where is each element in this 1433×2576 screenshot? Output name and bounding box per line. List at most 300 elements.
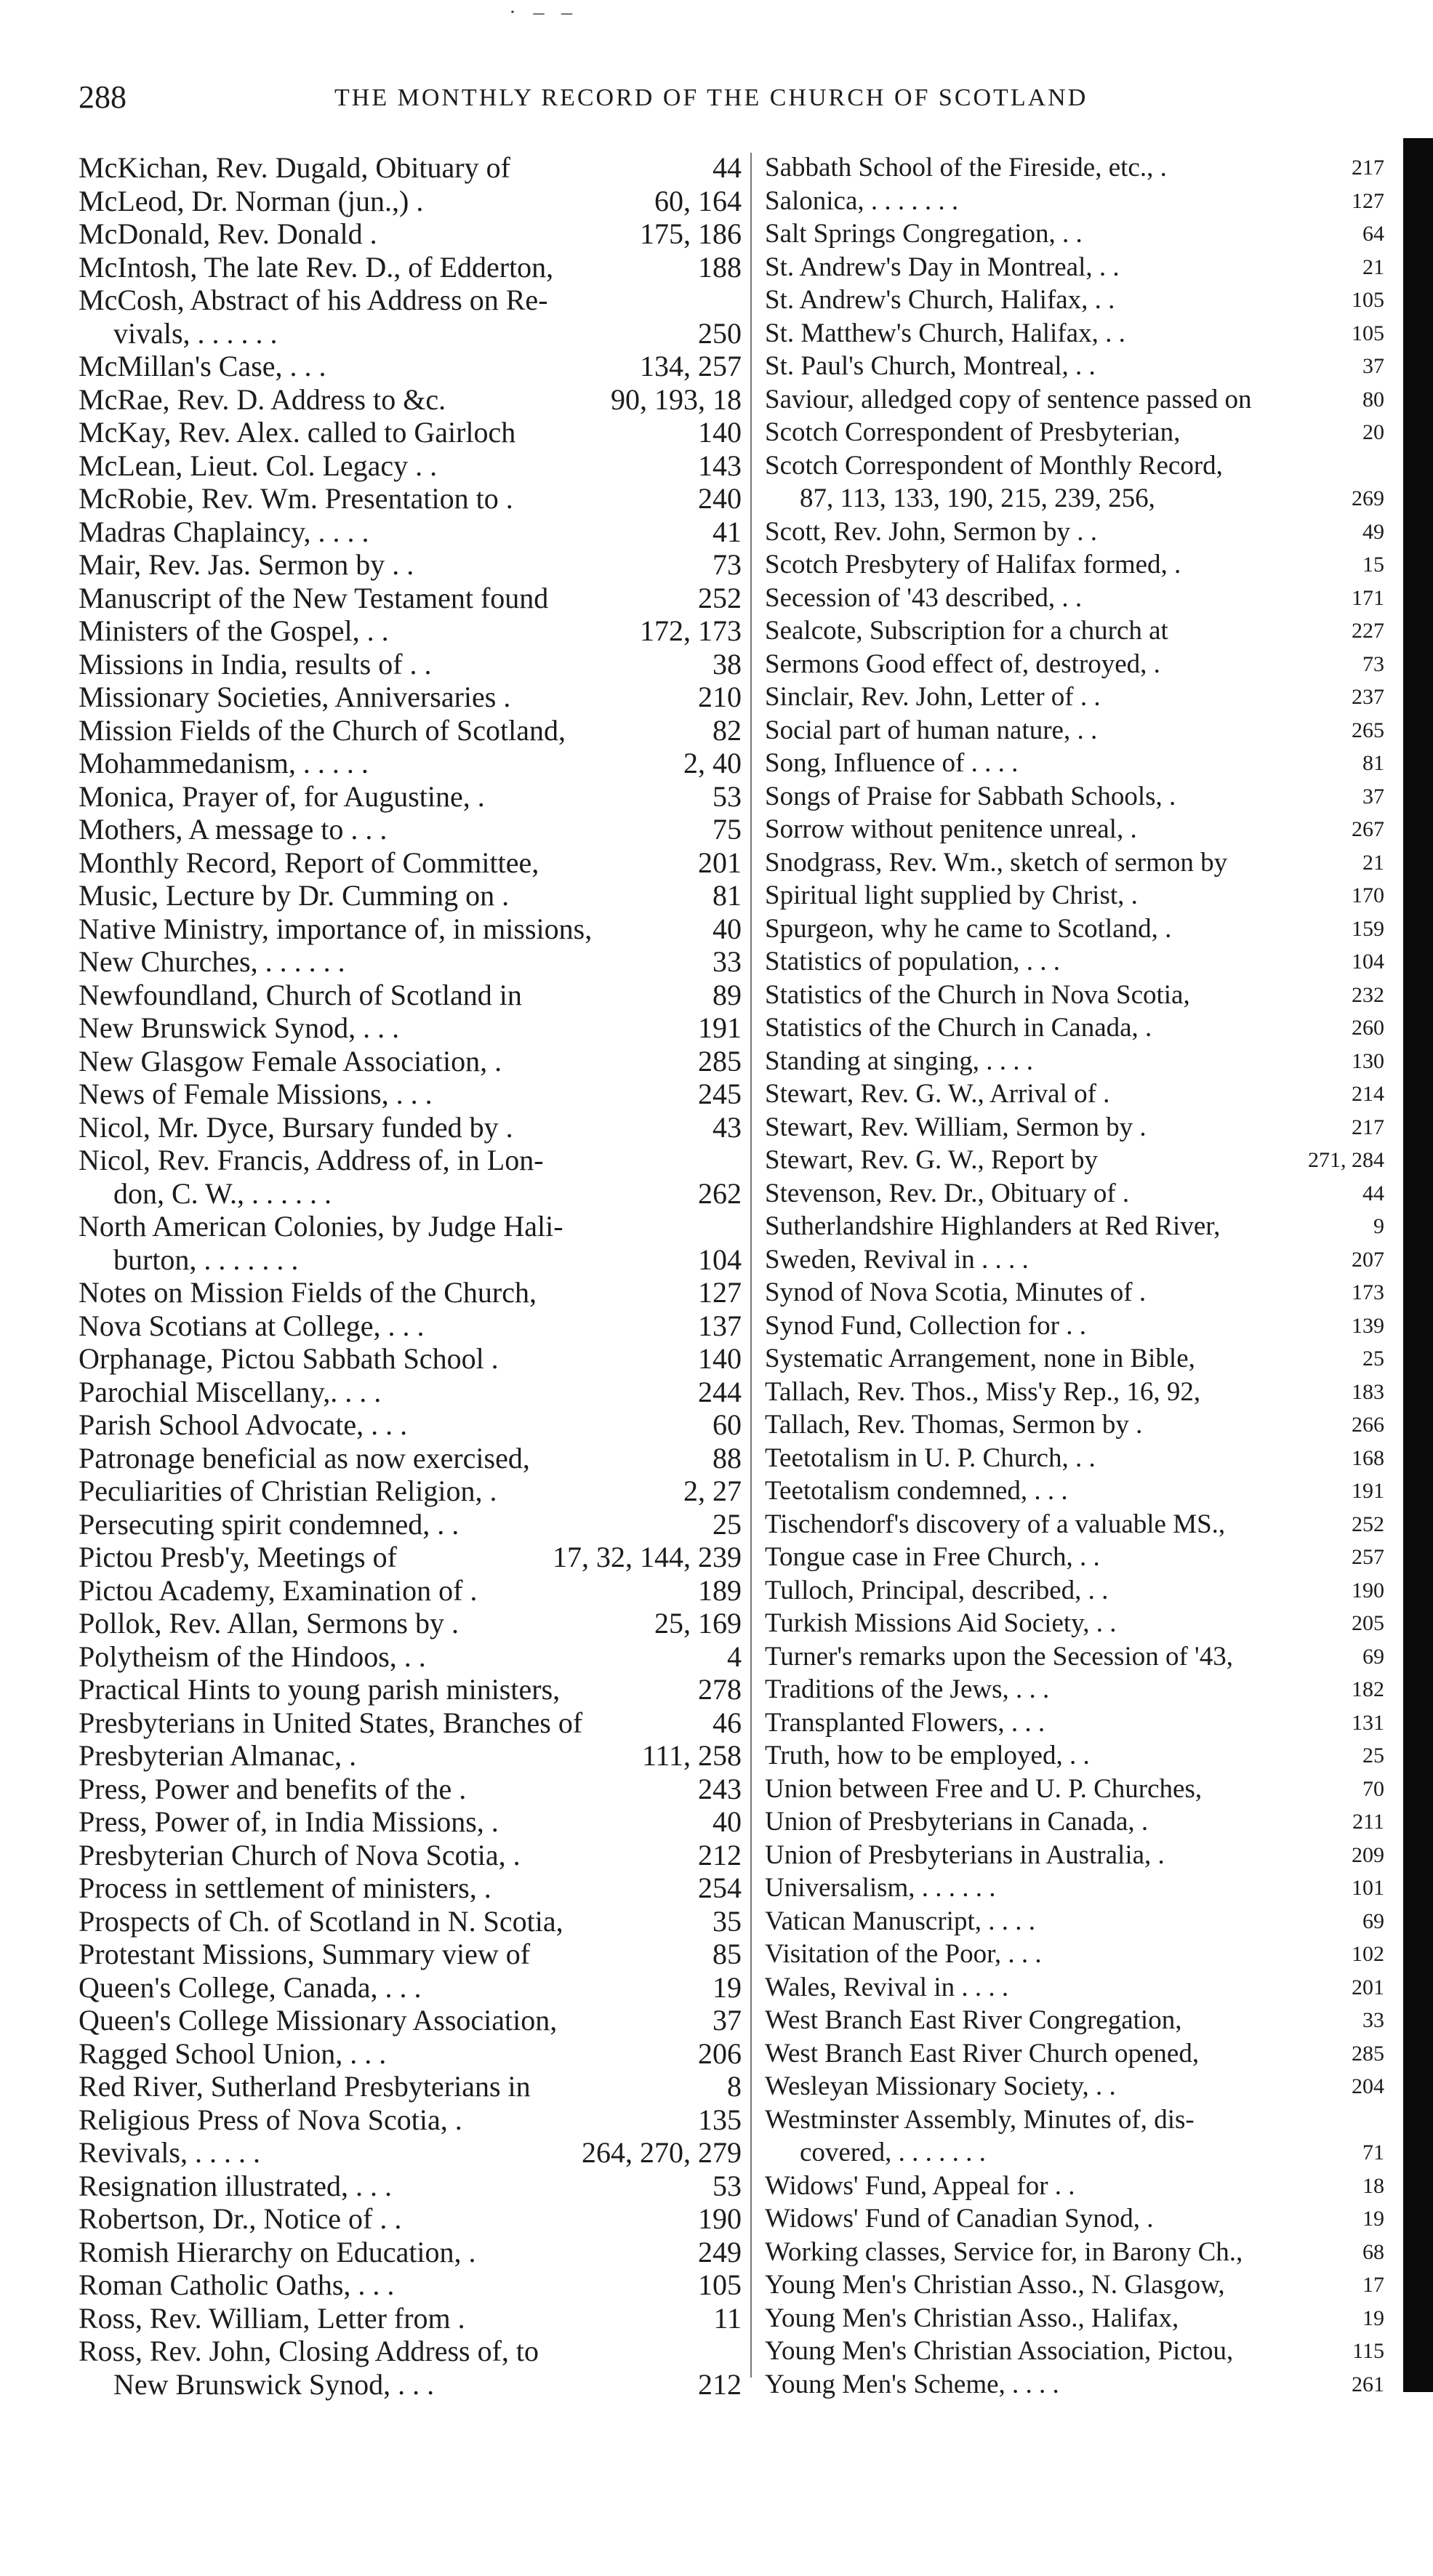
index-entry [765, 979, 1384, 1012]
index-entry [79, 681, 742, 714]
index-entry-text: Tongue case in Free Church, . . [765, 1542, 1100, 1572]
index-entry [79, 2335, 742, 2368]
index-entry-text: Presbyterian Church of Nova Scotia, . [79, 1838, 521, 1871]
index-entry-text: Union of Presbyterians in Canada, . [765, 1807, 1149, 1837]
index-entry [765, 1673, 1384, 1706]
index-entry-text: Wales, Revival in . . . . [765, 1972, 1009, 2002]
index-entry-page: 182 [1344, 1673, 1384, 1706]
index-entry-page: 73 [705, 548, 742, 582]
index-entry [765, 1739, 1384, 1773]
index-entry-page: 37 [1355, 780, 1384, 814]
index-entry-text: Queen's College Missionary Association, [79, 2004, 558, 2037]
binding-shadow [1403, 138, 1433, 2392]
index-entry-text: Statistics of the Church in Canada, . [765, 1013, 1152, 1043]
index-entry-page: 49 [1355, 515, 1384, 549]
index-entry-page: 80 [1355, 383, 1384, 417]
index-entry [79, 879, 742, 912]
index-entry-page: 127 [691, 1276, 742, 1309]
index-entry-text: Madras Chaplaincy, . . . . [79, 515, 369, 548]
index-entry-page: 53 [705, 780, 742, 814]
index-entry [79, 2004, 742, 2037]
index-entry-page: 25 [1355, 1342, 1384, 1376]
index-entry [79, 1839, 742, 1872]
index-entry-page: 244 [691, 1376, 742, 1409]
index-entry [79, 1408, 742, 1442]
index-entry-text: North American Colonies, by Judge Hali- [79, 1210, 563, 1243]
index-entry [79, 2103, 742, 2137]
index-entry-text: Visitation of the Poor, . . . [765, 1939, 1042, 1969]
index-entry-text: Native Ministry, importance of, in missions, [79, 912, 593, 945]
index-entry-page: 19 [1355, 2202, 1384, 2236]
index-entry [79, 416, 742, 449]
top-marks: · – – [509, 0, 578, 24]
index-entry-page: 64 [1355, 217, 1384, 251]
index-entry-text: McMillan's Case, . . . [79, 350, 326, 382]
index-entry-text: Peculiarities of Christian Religion, . [79, 1474, 497, 1507]
index-entry [79, 1773, 742, 1806]
index-entry [765, 1474, 1384, 1508]
index-entry-page: 69 [1355, 1905, 1384, 1938]
index-entry-page: 262 [691, 1177, 742, 1211]
index-entry-page: 201 [691, 846, 742, 880]
index-entry [765, 2268, 1384, 2302]
index-entry-page: 75 [705, 813, 742, 846]
index-entry-page: 88 [705, 1442, 742, 1475]
index-entry-page: 201 [1344, 1971, 1384, 2005]
index-entry [79, 582, 742, 615]
index-entry [765, 648, 1384, 681]
index-entry-text: Tallach, Rev. Thomas, Sermon by . [765, 1410, 1143, 1440]
index-entry [79, 1805, 742, 1839]
index-entry [765, 1408, 1384, 1442]
index-entry [79, 1640, 742, 1674]
index-entry-page: 254 [691, 1871, 742, 1905]
index-entry-page: 171 [1344, 582, 1384, 615]
index-entry-page: 191 [1344, 1474, 1384, 1508]
index-entry-page: 285 [691, 1045, 742, 1078]
index-entry-text: Ross, Rev. William, Letter from . [79, 2301, 465, 2335]
index-entry-text: vivals, . . . . . . [113, 316, 278, 350]
index-entry [79, 1342, 742, 1376]
index-entry-page: 127 [1344, 185, 1384, 218]
index-entry [765, 780, 1384, 814]
index-entry [79, 813, 742, 846]
index-entry [765, 251, 1384, 284]
index-entry-text: 87, 113, 133, 190, 215, 239, 256, [800, 483, 1155, 513]
index-entry-page: 33 [1355, 2004, 1384, 2037]
index-entry [79, 482, 742, 515]
index-entry-text: Sabbath School of the Fireside, etc., . [765, 153, 1167, 182]
index-entry-page: 140 [691, 416, 742, 449]
index-entry-text: Pictou Presb'y, Meetings of [79, 1541, 397, 1573]
index-entry-page: 168 [1344, 1442, 1384, 1475]
index-entry-page: 43 [705, 1111, 742, 1144]
index-entry [765, 1706, 1384, 1740]
index-entry [79, 1011, 742, 1045]
index-entry-page: 33 [705, 945, 742, 979]
index-entry-text: Westminster Assembly, Minutes of, dis- [765, 2104, 1195, 2135]
index-entry-page: 214 [1344, 1078, 1384, 1111]
index-entry-page: 204 [1344, 2070, 1384, 2103]
index-entry-text: Mission Fields of the Church of Scotland, [79, 713, 566, 747]
index-entry [79, 1243, 742, 1277]
index-entry-text: Secession of '43 described, . . [765, 582, 1083, 613]
index-entry [79, 1045, 742, 1078]
index-entry-page: 170 [1344, 879, 1384, 912]
index-entry-text: Scotch Presbytery of Halifax formed, . [765, 550, 1181, 579]
index-entry-page: 175, 186 [633, 217, 742, 251]
index-entry [79, 1905, 742, 1938]
index-entry-page: 131 [1344, 1706, 1384, 1740]
index-entry-text: Sermons Good effect of, destroyed, . [765, 649, 1160, 679]
index-entry-page: 35 [705, 1905, 742, 1938]
index-entry [765, 151, 1384, 185]
index-entry [765, 681, 1384, 714]
index-entry [79, 1111, 742, 1144]
index-entry [79, 1078, 742, 1111]
index-entry-page: 115 [1345, 2335, 1384, 2368]
index-entry [79, 1971, 742, 2005]
index-entry-page: 130 [1344, 1045, 1384, 1078]
index-entry-page: 173 [1344, 1276, 1384, 1309]
index-entry-text: St. Paul's Church, Montreal, . . [765, 351, 1096, 381]
index-entry-text: Protestant Missions, Summary view of [79, 1938, 531, 1970]
index-entry [79, 185, 742, 218]
index-entry-text: Saviour, alledged copy of sentence passed on [765, 384, 1252, 414]
index-entry [765, 1210, 1384, 1243]
index-entry-text: Salonica, . . . . . . . [765, 185, 959, 216]
index-entry-text: Sutherlandshire Highlanders at Red River, [765, 1211, 1221, 1241]
index-entry-text: Mohammedanism, . . . . . [79, 747, 369, 779]
index-entry-text: Parish School Advocate, . . . [79, 1408, 408, 1441]
index-entry [79, 1442, 742, 1475]
index-entry [79, 747, 742, 780]
index-entry-text: Spiritual light supplied by Christ, . [765, 880, 1138, 910]
index-entry-page: 105 [1344, 317, 1384, 350]
index-entry [79, 1276, 742, 1309]
index-entry-text: Standing at singing, . . . . [765, 1046, 1033, 1076]
index-entry-text: Sinclair, Rev. John, Letter of . . [765, 682, 1101, 712]
index-entry-text: Working classes, Service for, in Barony Ch., [765, 2236, 1243, 2267]
index-entry-text: McKay, Rev. Alex. called to Gairloch [79, 416, 516, 449]
running-head: THE MONTHLY RECORD OF THE CHURCH OF SCOTLAND [334, 84, 1088, 111]
index-entry [765, 1376, 1384, 1409]
index-entry-text: Orphanage, Pictou Sabbath School . [79, 1342, 499, 1375]
index-entry-text: Young Men's Christian Association, Pictou, [765, 2336, 1234, 2366]
index-entry-text: Song, Influence of . . . . [765, 748, 1019, 778]
index-entry-page: 18 [1355, 2170, 1384, 2203]
index-entry [765, 1805, 1384, 1839]
index-entry-page: 269 [1344, 482, 1384, 515]
index-entry-text: covered, . . . . . . . [800, 2138, 986, 2167]
index-entry [79, 217, 742, 251]
index-entry [765, 1905, 1384, 1938]
index-entry-text: Patronage beneficial as now exercised, [79, 1441, 530, 1474]
index-entry-page: 190 [1344, 1574, 1384, 1608]
index-entry [765, 2170, 1384, 2203]
index-entry-text: McCosh, Abstract of his Address on Re- [79, 284, 548, 316]
index-entry-text: Practical Hints to young parish ministers, [79, 1673, 561, 1706]
index-entry-page: 139 [1344, 1309, 1384, 1343]
index-entry-page: 44 [705, 151, 742, 185]
index-entry-text: Young Men's Christian Asso., N. Glasgow, [765, 2270, 1225, 2300]
index-entry-text: Traditions of the Jews, . . . [765, 1674, 1050, 1704]
index-entry-page: 2, 27 [676, 1474, 742, 1508]
index-entry-text: Turkish Missions Aid Society, . . [765, 1608, 1117, 1638]
index-entry-page: 15 [1355, 548, 1384, 582]
index-entry [79, 1177, 742, 1211]
index-entry [79, 780, 742, 814]
index-entry [765, 1144, 1384, 1177]
index-entry-page: 250 [691, 317, 742, 350]
index-entry-page: 17, 32, 144, 239 [545, 1541, 742, 1574]
index-entry [79, 912, 742, 946]
index-entry [79, 383, 742, 417]
index-entry-text: Nova Scotians at College, . . . [79, 1309, 425, 1342]
index-entry [765, 2103, 1384, 2137]
index-entry [79, 1508, 742, 1541]
index-entry-text: Ragged School Union, . . . [79, 2037, 387, 2070]
index-entry-page: 257 [1344, 1541, 1384, 1574]
index-entry [765, 582, 1384, 615]
index-entry-page: 53 [705, 2170, 742, 2203]
index-entry [79, 284, 742, 317]
index-entry [765, 846, 1384, 880]
index-entry-page: 85 [705, 1938, 742, 1971]
index-entry-page: 188 [691, 251, 742, 284]
index-entry-text: McLean, Lieut. Col. Legacy . . [79, 449, 438, 482]
index-entry-text: Persecuting spirit condemned, . . [79, 1507, 459, 1541]
index-entry-text: Presbyterians in United States, Branches of [79, 1706, 583, 1739]
index-entry-text: McIntosh, The late Rev. D., of Edderton, [79, 250, 554, 284]
index-entry [765, 2037, 1384, 2071]
index-entry [79, 1376, 742, 1409]
index-entry-text: Ross, Rev. John, Closing Address of, to [79, 2335, 539, 2367]
index-entry-page: 265 [1344, 714, 1384, 747]
index-entry-text: Monica, Prayer of, for Augustine, . [79, 779, 485, 813]
index-entry-page: 68 [1355, 2236, 1384, 2269]
index-entry-page: 212 [691, 1839, 742, 1872]
index-entry [79, 614, 742, 648]
index-entry [765, 1839, 1384, 1872]
index-entry-text: Missions in India, results of . . [79, 647, 432, 681]
index-entry-text: Newfoundland, Church of Scotland in [79, 978, 522, 1011]
index-entry-page: 104 [1344, 945, 1384, 979]
index-entry-page: 245 [691, 1078, 742, 1111]
index-entry-page: 207 [1344, 1243, 1384, 1277]
index-entry-page: 20 [1355, 416, 1384, 449]
index-entry-page: 206 [691, 2037, 742, 2071]
index-entry [765, 1541, 1384, 1574]
index-entry [765, 217, 1384, 251]
index-entry-page: 4 [720, 1640, 742, 1674]
index-entry [79, 2037, 742, 2071]
index-entry [765, 1938, 1384, 1971]
index-entry-text: West Branch East River Church opened, [765, 2038, 1200, 2069]
index-entry-text: Romish Hierarchy on Education, . [79, 2235, 476, 2268]
index-entry-text: Statistics of the Church in Nova Scotia, [765, 979, 1190, 1010]
index-entry-text: Mothers, A message to . . . [79, 813, 388, 846]
index-entry-text: Teetotalism condemned, . . . [765, 1476, 1068, 1506]
index-entry [765, 1971, 1384, 2005]
index-entry [765, 515, 1384, 549]
index-entry-page: 135 [691, 2103, 742, 2137]
index-entry-page: 261 [1344, 2368, 1384, 2402]
index-entry-text: New Brunswick Synod, . . . [113, 2367, 435, 2401]
index-entry [765, 813, 1384, 846]
index-entry [765, 1243, 1384, 1277]
index-entry-text: Press, Power of, in India Missions, . [79, 1805, 499, 1838]
index-entry-text: Tulloch, Principal, described, . . [765, 1575, 1109, 1605]
index-entry [765, 317, 1384, 350]
index-entry-text: McDonald, Rev. Donald . [79, 217, 377, 250]
index-entry-text: Truth, how to be employed, . . [765, 1741, 1090, 1770]
index-entry [765, 1276, 1384, 1309]
index-entry-text: Music, Lecture by Dr. Cumming on . [79, 879, 510, 912]
index-entry [765, 416, 1384, 449]
index-entry [79, 1938, 742, 1971]
index-entry-page: 89 [705, 979, 742, 1012]
index-entry-page: 101 [1344, 1871, 1384, 1905]
index-entry-page: 211 [1345, 1805, 1384, 1839]
index-entry-text: Process in settlement of ministers, . [79, 1871, 491, 1904]
index-entry-page: 90, 193, 18 [603, 383, 742, 417]
index-entry-text: Transplanted Flowers, . . . [765, 1707, 1045, 1738]
index-entry-text: Young Men's Christian Asso., Halifax, [765, 2303, 1179, 2333]
index-entry-page: 243 [691, 1773, 742, 1806]
index-entry-page: 264, 270, 279 [574, 2136, 742, 2170]
index-entry-text: Snodgrass, Rev. Wm., sketch of sermon by [765, 847, 1228, 878]
index-entry-page: 81 [1355, 747, 1384, 780]
index-entry-page: 25 [705, 1508, 742, 1541]
index-entry-text: Tischendorf's discovery of a valuable MS., [765, 1509, 1226, 1539]
index-entry [765, 2136, 1384, 2170]
index-entry-text: Stewart, Rev. William, Sermon by . [765, 1112, 1147, 1142]
index-entry-page: 252 [691, 582, 742, 615]
index-entry-page: 9 [1366, 1210, 1384, 1243]
index-entry [765, 2004, 1384, 2037]
index-entry [765, 2236, 1384, 2269]
index-entry [765, 945, 1384, 979]
index-entry-text: Union between Free and U. P. Churches, [765, 1773, 1203, 1804]
index-entry-page: 71 [1355, 2136, 1384, 2170]
index-entry [79, 1541, 742, 1574]
index-entry-page: 190 [691, 2202, 742, 2236]
index-entry-text: Songs of Praise for Sabbath Schools, . [765, 781, 1176, 811]
index-entry-page: 81 [705, 879, 742, 912]
index-entry-page: 44 [1355, 1177, 1384, 1211]
index-entry-page: 40 [705, 912, 742, 946]
index-entry-text: Manuscript of the New Testament found [79, 581, 549, 614]
index-entry [79, 2268, 742, 2302]
index-entry-text: Wesleyan Missionary Society, . . [765, 2071, 1116, 2101]
index-entry-page: 140 [691, 1342, 742, 1376]
index-entry-text: Synod Fund, Collection for . . [765, 1310, 1086, 1341]
index-entry-text: McKichan, Rev. Dugald, Obituary of [79, 151, 510, 184]
index-entry [79, 1871, 742, 1905]
index-entry-page: 25, 169 [647, 1607, 742, 1640]
index-entry [79, 350, 742, 383]
index-entry-text: New Churches, . . . . . . [79, 945, 345, 978]
index-entry-page: 217 [1344, 151, 1384, 185]
index-entry [79, 548, 742, 582]
index-entry [765, 1640, 1384, 1674]
index-entry [765, 1607, 1384, 1640]
index-entry-page: 212 [691, 2368, 742, 2402]
index-entry-page: 2, 40 [676, 747, 742, 780]
index-entry [765, 1574, 1384, 1608]
index-entry-text: Stewart, Rev. G. W., Arrival of . [765, 1079, 1110, 1109]
index-entry-text: Spurgeon, why he came to Scotland, . [765, 913, 1172, 944]
index-entry-page: 191 [691, 1011, 742, 1045]
index-entry [79, 1574, 742, 1608]
index-entry [79, 1309, 742, 1343]
index-entry-page: 102 [1344, 1938, 1384, 1971]
index-entry-text: Synod of Nova Scotia, Minutes of . [765, 1277, 1147, 1307]
index-entry-page: 137 [691, 1309, 742, 1343]
index-entry [765, 912, 1384, 946]
index-entry [79, 1673, 742, 1706]
index-entry [765, 1342, 1384, 1376]
index-entry-page: 38 [705, 648, 742, 681]
index-entry [765, 548, 1384, 582]
index-entry-page: 260 [1344, 1011, 1384, 1045]
index-entry-text: New Glasgow Female Association, . [79, 1044, 502, 1078]
index-entry-text: Statistics of population, . . . [765, 947, 1060, 976]
index-entry-page: 60 [705, 1408, 742, 1442]
index-entry-page: 278 [691, 1673, 742, 1706]
index-entry [79, 515, 742, 549]
index-entry-page: 111, 258 [635, 1739, 742, 1773]
index-entry-text: New Brunswick Synod, . . . [79, 1011, 400, 1044]
index-entry [79, 1210, 742, 1243]
index-entry-page: 40 [705, 1805, 742, 1839]
index-entry-text: Stewart, Rev. G. W., Report by [765, 1145, 1099, 1175]
index-entry [79, 979, 742, 1012]
index-entry-page: 8 [720, 2070, 742, 2103]
index-entry [79, 449, 742, 483]
index-entry [765, 1773, 1384, 1806]
index-entry-page: 266 [1344, 1408, 1384, 1442]
index-entry-text: St. Andrew's Day in Montreal, . . [765, 252, 1120, 282]
index-entry [79, 1607, 742, 1640]
index-entry-text: Roman Catholic Oaths, . . . [79, 2268, 395, 2301]
index-entry-text: Parochial Miscellany,. . . . [79, 1375, 382, 1408]
index-entry-page: 252 [1344, 1508, 1384, 1541]
index-entry-page: 237 [1344, 681, 1384, 714]
index-entry-page: 183 [1344, 1376, 1384, 1409]
index-entry-page: 21 [1355, 846, 1384, 880]
index-entry-text: Queen's College, Canada, . . . [79, 1970, 422, 2004]
index-entry-text: burton, . . . . . . . [113, 1243, 299, 1276]
index-entry [765, 1442, 1384, 1475]
index-entry-page: 41 [705, 515, 742, 549]
index-entry-text: St. Andrew's Church, Halifax, . . [765, 285, 1115, 315]
index-entry-text: Scotch Correspondent of Monthly Record, [765, 450, 1223, 481]
index-entry [79, 945, 742, 979]
index-entry-page: 21 [1355, 251, 1384, 284]
index-entry-text: Salt Springs Congregation, . . [765, 219, 1083, 249]
index-entry-text: Widows' Fund, Appeal for . . [765, 2170, 1075, 2201]
index-entry-text: don, C. W., . . . . . . [113, 1176, 332, 1210]
index-entry-page: 69 [1355, 1640, 1384, 1674]
index-entry-page: 19 [705, 1971, 742, 2005]
index-entry-page: 17 [1355, 2268, 1384, 2302]
index-entry-text: Nicol, Mr. Dyce, Bursary funded by . [79, 1110, 513, 1144]
index-entry-text: Revivals, . . . . . [79, 2136, 260, 2169]
index-entry [79, 846, 742, 880]
index-entry [765, 1011, 1384, 1045]
